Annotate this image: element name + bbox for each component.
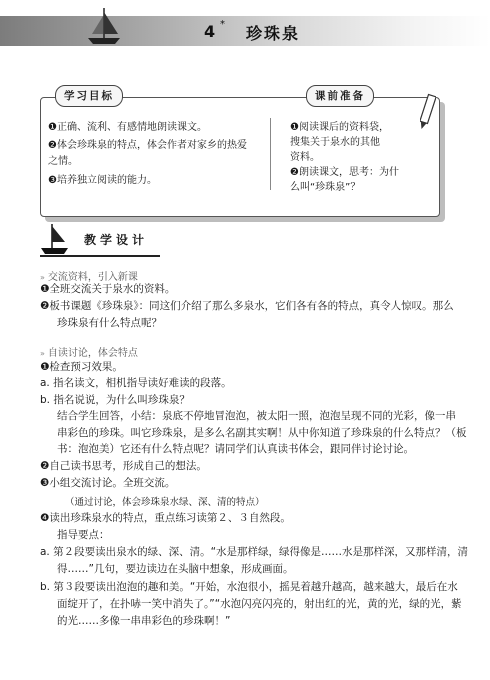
body-line: ❶全班交流关于泉水的资料。: [40, 283, 176, 295]
body-line: 串彩色的珍珠。叫它珍珠泉，是多么名副其实啊！从中你知道了珍珠泉的什么特点？（板: [57, 427, 467, 439]
tab-preparation: 课前准备: [306, 85, 374, 107]
body-line: ❹读出珍珠泉水的特点，重点练习读第２、３自然段。: [40, 512, 291, 524]
body-line: 得……”几句，要边读边在头脑中想象，形成画面。: [57, 563, 294, 575]
panel-divider: [270, 118, 271, 190]
prep-item: 么叫“珍珠泉”？: [290, 182, 361, 193]
goal-item: ❸培养独立阅读的能力。: [48, 175, 157, 186]
body-line: b. 指名说说，为什么叫珍珠泉？: [40, 394, 190, 406]
teaching-design-icon: [40, 222, 70, 256]
section-underline: [40, 255, 160, 257]
body-line: a. 第２段要读出泉水的绿、深、清。“水是那样绿，绿得像是……水是那样深，又那样清，清: [40, 546, 469, 558]
body-line: b. 第３段要读出泡泡的趣和美。“开始，水泡很小，摇晃着越升越高，越来越大，最后在水: [40, 581, 458, 593]
body-line: a. 指名读文，相机指导读好难读的段落。: [40, 377, 232, 389]
goal-item: ❷体会珍珠泉的特点，体会作者对家乡的热爱: [48, 140, 247, 151]
prep-item: ❶阅读课后的资料袋，: [290, 122, 389, 133]
body-note: （通过讨论，体会珍珠泉水绿、深、清的特点）: [65, 497, 265, 508]
prep-item: ❷朗读课文，思考：为什: [290, 167, 399, 178]
body-line: ❷自己读书思考，形成自己的想法。: [40, 460, 207, 472]
double-chevron-icon: »: [40, 273, 45, 282]
prep-item: 资料。: [290, 152, 320, 163]
sailboat-icon: [84, 6, 124, 48]
goal-item: ❶正确、流利、有感情地朗读课文。: [48, 122, 207, 133]
body-line: 珍珠泉有什么特点呢？: [57, 317, 162, 329]
page-title: 珍珠泉: [246, 24, 301, 43]
subsection-heading: » 自读讨论，体会特点: [40, 348, 138, 359]
body-line: ❶检查预习效果。: [40, 361, 123, 373]
goal-item: 之情。: [48, 156, 78, 167]
body-line: 指导要点：: [57, 529, 110, 541]
subsection-heading: » 交流资料，引入新课: [40, 272, 138, 283]
section-title: 教学设计: [84, 233, 149, 247]
pencil-icon: [420, 93, 436, 133]
tab-learning-goals: 学习目标: [55, 85, 123, 107]
body-line: ❸小组交流讨论。全班交流。: [40, 477, 176, 489]
header-band: [0, 16, 490, 46]
body-line: 结合学生回答，小结：泉底不停地冒泡泡，被太阳一照，泡泡呈现不同的光彩，像一串: [57, 410, 456, 422]
lesson-star: *: [220, 19, 225, 30]
prep-item: 搜集关于泉水的其他: [290, 137, 380, 148]
body-line: 的光……多像一串串彩色的珍珠啊！”: [57, 615, 231, 627]
body-line: ❷板书课题《珍珠泉》：同这们介绍了那么多泉水，它们各有各的特点，真令人惊叹。那么: [40, 300, 454, 312]
body-line: 书：泡泡美）它还有什么特点呢？请同学们认真读书体会，跟同伴讨论讨论。: [57, 443, 414, 455]
double-chevron-icon: »: [40, 349, 45, 358]
body-line: 面绽开了，在扑哧一笑中消失了。”“水泡闪亮闪亮的，射出红的光，黄的光，绿的光，紫: [57, 598, 462, 610]
lesson-number: 4: [204, 22, 216, 41]
